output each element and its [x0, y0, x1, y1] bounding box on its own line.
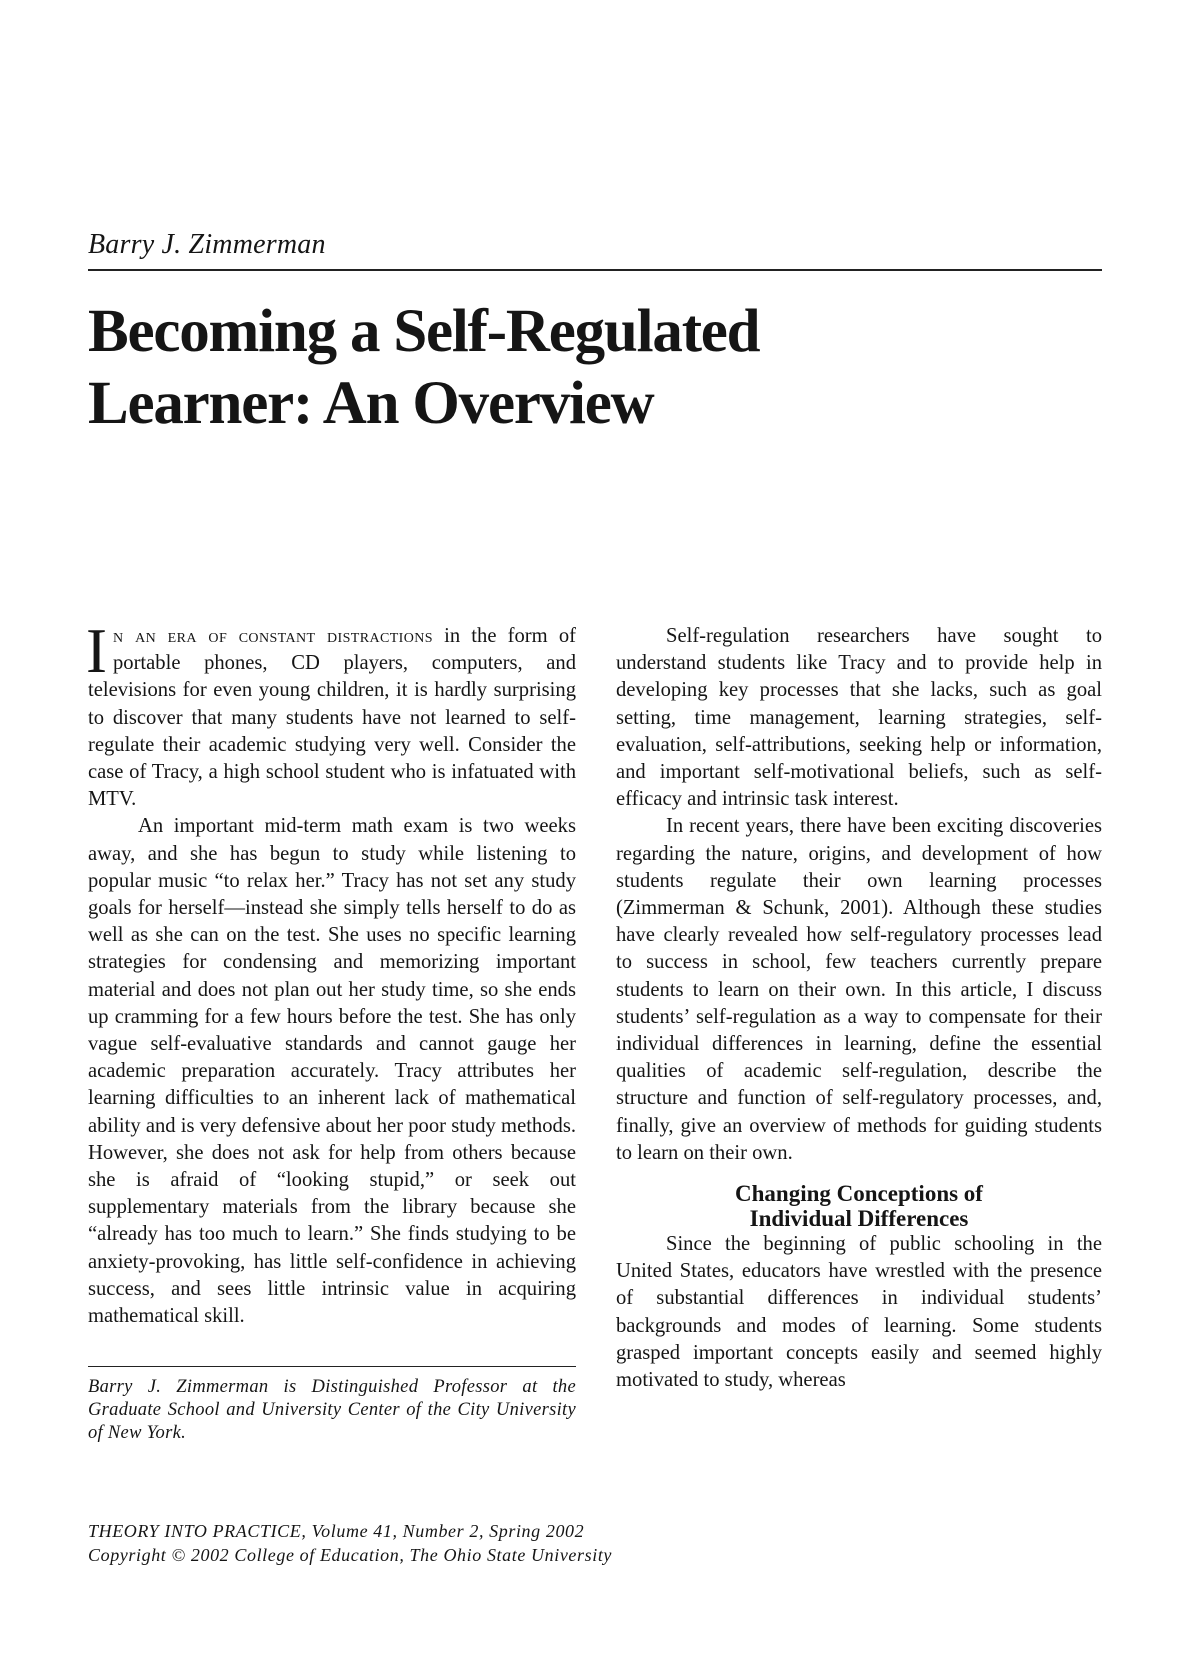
author-footnote: Barry J. Zimmerman is Distinguished Professor at the Graduate School and University Center of the City University of New York. [88, 1377, 576, 1443]
article-title-line-2: Learner: An Overview [88, 370, 654, 437]
section-heading-line-1: Changing Conceptions of [735, 1181, 983, 1207]
journal-citation: THEORY INTO PRACTICE, Volume 41, Number 2, Spring 2002 [88, 1521, 585, 1541]
left-column [86, 616, 576, 1330]
running-author: Barry J. Zimmerman [88, 229, 326, 260]
intro-paragraph [86, 616, 576, 813]
journal-footer [88, 1519, 612, 1567]
copyright-line: Copyright © 2002 College of Education, The Ohio State University [88, 1545, 613, 1565]
right-column [616, 623, 1102, 1394]
researchers-paragraph: Self-regulation researchers have sought to understand students like Tracy and to provide help in developing key processes that she lacks, such as goal setting, time management, learning strategies, self-evaluation, self-attributions, seeking help or information, and important self-motivational beliefs, such as self-efficacy and intrinsic task interest. [616, 625, 1102, 811]
footnote-rule [88, 1366, 576, 1367]
header-rule [88, 269, 1102, 271]
section-heading [616, 1167, 1102, 1231]
public-schooling-paragraph: Since the beginning of public schooling in the United States, educators have wrestled with the presence of substantial differences in individual students’ backgrounds and modes of learning. Some students grasped important concepts easily and seemed highly motivated to study, whereas [616, 1233, 1102, 1392]
tracy-paragraph: An important mid-term math exam is two weeks away, and she has begun to study while listening to popular music “to relax her.” Tracy has not set any study goals for herself—instead she simply tells herself to do as well as she can on the test. She uses no specific learning strategies for condensing and memorizing important material and does not plan out her study time, so she ends up cramming for a few hours before the test. She has only vague self-evaluative standards and cannot gauge her academic preparation accurately. Tracy attributes her learning difficulties to an inherent lack of mathematical ability and is very defensive about her poor study methods. However, she does not ask for help from others because she is afraid of “looking stupid,” or seek out supplementary materials from the library because she “already has too much to learn.” She finds studying to be anxiety-provoking, has little self-confidence in achieving success, and sees little intrinsic value in acquiring mathematical skill. [88, 815, 576, 1328]
section-heading-line-2: Individual Differences [749, 1206, 969, 1232]
lead-in-smallcaps: n an era of constant distractions [112, 625, 433, 647]
intro-paragraph-text: in the form of portable phones, CD players, computers, and televisions for even young children, it is hardly surprising to discover that many students have not learned to self-regulate their academic studying very well. Consider the case of Tracy, a high school student who is infatuated with MTV. [88, 625, 576, 811]
article-title-line-1: Becoming a Self-Regulated [88, 298, 760, 365]
recent-years-paragraph: In recent years, there have been exciting discoveries regarding the nature, origins, and development of how students regulate their own learning processes (Zimmerman & Schunk, 2001). Although these studies have clearly revealed how self-regulatory processes lead to success in school, few teachers currently prepare students to learn on their own. In this article, I discuss students’ self-regulation as a way to compensate for their individual differences in learning, define the essential qualities of academic self-regulation, describe the structure and function of self-regulatory processes, and, finally, give an overview of methods for guiding students to learn on their own. [616, 815, 1102, 1164]
drop-cap: I [86, 616, 107, 686]
article-title [88, 296, 759, 440]
